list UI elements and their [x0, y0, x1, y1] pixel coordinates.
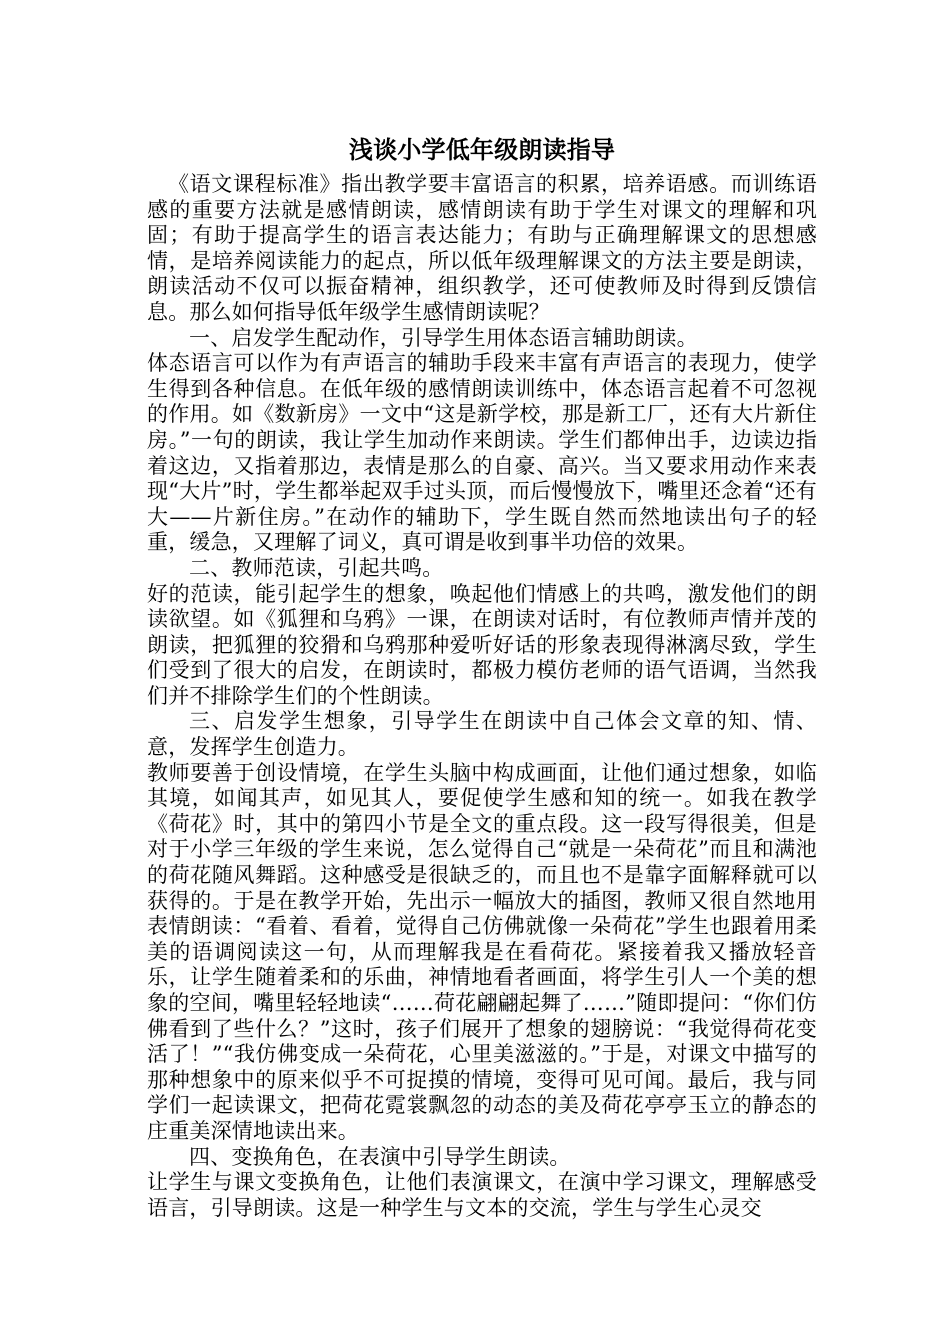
- section-body-1: 体态语言可以作为有声语言的辅助手段来丰富有声语言的表现力，使学生得到各种信息。在低年级的感情朗读训练中，体态语言起着不可忽视的作用。如《数新房》一文中“这是新学校，那是新工厂，还有大片新住房。”一句的朗读，我让学生加动作来朗读。学生们都伸出手，边读边指着这边，又指着那边，表情是那么的自豪、高兴。当又要求用动作来表现“大片”时，学生都举起双手过头顶，而后慢慢放下，嘴里还念着“还有大——片新住房。”在动作的辅助下，学生既自然而然地读出句子的轻重，缓急，又理解了词义，真可谓是收到事半功倍的效果。: [147, 351, 817, 555]
- document-page: [147, 130, 817, 1221]
- section-heading-3: 三、启发学生想象，引导学生在朗读中自己体会文章的知、情、意，发挥学生创造力。: [147, 709, 817, 760]
- section-body-3: 教师要善于创设情境，在学生头脑中构成画面，让他们通过想象，如临其境，如闻其声，如见其人，要促使学生感和知的统一。如我在教学《荷花》时，其中的第四小节是全文的重点段。这一段写得很美，但是对于小学三年级的学生来说，怎么觉得自己“就是一朵荷花”而且和满池的荷花随风舞蹈。这种感受是很缺乏的，而且也不是靠字面解释就可以获得的。于是在教学开始，先出示一幅放大的插图，教师又很自然地用表情朗读：“看着、看着，觉得自己仿佛就像一朵荷花”学生也跟着用柔美的语调阅读这一句，从而理解我是在看荷花。紧接着我又播放轻音乐，让学生随着柔和的乐曲，神情地看者画面，将学生引人一个美的想象的空间，嘴里轻轻地读“……荷花翩翩起舞了……”随即提问：“你们仿佛看到了些什么？”这时，孩子们展开了想象的翅膀说：“我觉得荷花变活了！”“我仿佛变成一朵荷花，心里美滋滋的。”于是，对课文中描写的那种想象中的原来似乎不可捉摸的情境，变得可见可闻。最后，我与同学们一起读课文，把荷花霓裳飘忽的动态的美及荷花亭亭玉立的静态的庄重美深情地读出来。: [147, 760, 817, 1143]
- document-title: 浅谈小学低年级朗读指导: [348, 135, 616, 164]
- section-heading-4: 四、变换角色，在表演中引导学生朗读。: [189, 1144, 571, 1169]
- section-body-2: 好的范读，能引起学生的想象，唤起他们情感上的共鸣，激发他们的朗读欲望。如《狐狸和乌鸦》一课，在朗读对话时，有位教师声情并茂的朗读，把狐狸的狡猾和乌鸦那种爱听好话的形象表现得淋漓尽致，学生们受到了很大的启发，在朗读时，都极力模仿老师的语气语调，当然我们并不排除学生们的个性朗读。: [147, 581, 817, 708]
- section-heading-2: 二、教师范读，引起共鸣。: [189, 555, 444, 580]
- intro-paragraph: 《语文课程标准》指出教学要丰富语言的积累，培养语感。而训练语感的重要方法就是感情朗读，感情朗读有助于学生对课文的理解和巩固；有助于提高学生的语言表达能力；有助与正确理解课文的思想感情，是培养阅读能力的起点，所以低年级理解课文的方法主要是朗读，朗读活动不仅可以振奋精神，组织教学，还可使教师及时得到反馈信息。那么如何指导低年级学生感情朗读呢？: [147, 172, 817, 324]
- section-heading-1: 一、启发学生配动作，引导学生用体态语言辅助朗读。: [189, 325, 698, 350]
- section-body-4: 让学生与课文变换角色，让他们表演课文，在演中学习课文，理解感受语言，引导朗读。这是一种学生与文本的交流，学生与学生心灵交: [147, 1170, 817, 1220]
